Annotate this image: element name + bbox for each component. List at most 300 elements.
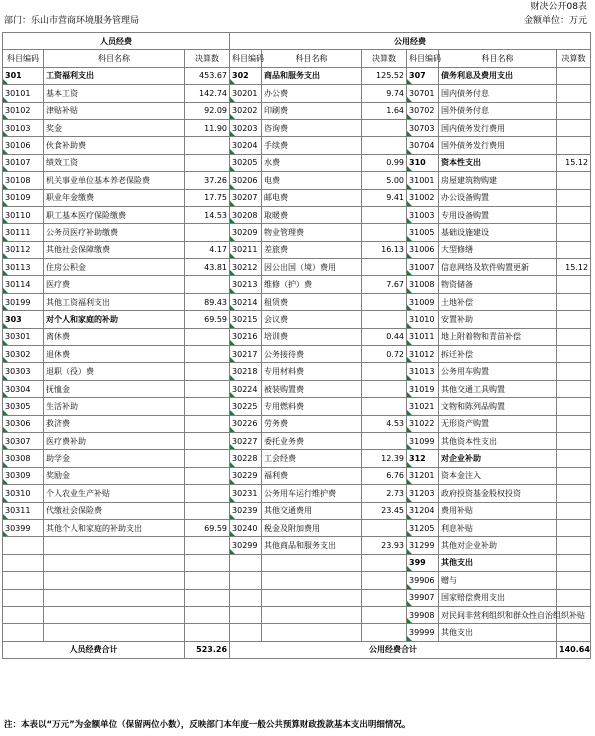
cell-name-3: 其他支出 xyxy=(439,554,557,571)
cell-name-3: 对企业补助 xyxy=(439,450,557,467)
form-id: 财决公开08表 xyxy=(530,2,587,12)
cell-amount-1 xyxy=(185,415,230,432)
cell-amount-1: 92.09 xyxy=(185,102,230,119)
cell-amount-3 xyxy=(557,554,591,571)
cell-name-2: 商品和服务支出 xyxy=(262,67,362,84)
cell-name-1: 医疗费 xyxy=(44,276,185,293)
cell-amount-2 xyxy=(362,137,407,154)
cell-code-2: 30218 xyxy=(230,363,262,380)
cell-amount-2 xyxy=(362,311,407,328)
cell-code-1: 30310 xyxy=(3,485,44,502)
table-row xyxy=(3,293,591,310)
cell-name-2: 专用燃料费 xyxy=(262,398,362,415)
cell-amount-3 xyxy=(557,241,591,258)
cell-amount-2 xyxy=(362,380,407,397)
cell-name-3: 其他对企业补助 xyxy=(439,537,557,554)
cell-name-1: 绩效工资 xyxy=(44,154,185,171)
cell-name-3: 国家赔偿费用支出 xyxy=(439,589,557,606)
cell-amount-2: 9.41 xyxy=(362,189,407,206)
table-row xyxy=(3,67,591,84)
cell-name-2 xyxy=(262,606,362,623)
cell-name-3: 国外债务发行费用 xyxy=(439,137,557,154)
cell-code-3: 31001 xyxy=(407,172,439,189)
col-amount-2: 决算数 xyxy=(362,50,407,67)
cell-name-2: 会议费 xyxy=(262,311,362,328)
cell-code-1: 30305 xyxy=(3,398,44,415)
cell-name-3: 地上附着物和青苗补偿 xyxy=(439,328,557,345)
cell-name-1: 离休费 xyxy=(44,328,185,345)
cell-amount-1 xyxy=(185,502,230,519)
cell-code-1: 30103 xyxy=(3,119,44,136)
cell-name-1: 伙食补助费 xyxy=(44,137,185,154)
cell-code-2: 30239 xyxy=(230,502,262,519)
cell-name-2: 因公出国（境）费用 xyxy=(262,259,362,276)
cell-code-3: 312 xyxy=(407,450,439,467)
cell-name-1: 生活补助 xyxy=(44,398,185,415)
cell-amount-3: 15.12 xyxy=(557,154,591,171)
cell-amount-3 xyxy=(557,67,591,84)
cell-amount-3 xyxy=(557,450,591,467)
cell-amount-1 xyxy=(185,624,230,641)
cell-code-3: 30702 xyxy=(407,102,439,119)
cell-amount-1: 89.43 xyxy=(185,293,230,310)
table-row xyxy=(3,346,591,363)
cell-name-1: 职工基本医疗保险缴费 xyxy=(44,206,185,223)
cell-amount-3 xyxy=(557,206,591,223)
cell-amount-1 xyxy=(185,363,230,380)
cell-code-2: 30207 xyxy=(230,189,262,206)
cell-amount-1: 453.67 xyxy=(185,67,230,84)
cell-code-3: 31013 xyxy=(407,363,439,380)
cell-code-3: 31006 xyxy=(407,241,439,258)
cell-code-1: 30108 xyxy=(3,172,44,189)
cell-code-1 xyxy=(3,572,44,589)
cell-code-1: 30308 xyxy=(3,450,44,467)
cell-name-1: 对个人和家庭的补助 xyxy=(44,311,185,328)
cell-code-2: 30201 xyxy=(230,85,262,102)
cell-code-1: 30307 xyxy=(3,432,44,449)
cell-amount-1 xyxy=(185,276,230,293)
section-public: 公用经费 xyxy=(230,33,591,50)
cell-amount-1: 69.59 xyxy=(185,519,230,536)
cell-amount-1: 37.26 xyxy=(185,172,230,189)
cell-name-2: 专用材料费 xyxy=(262,363,362,380)
cell-amount-2 xyxy=(362,259,407,276)
cell-code-1: 30304 xyxy=(3,380,44,397)
cell-amount-2: 9.74 xyxy=(362,85,407,102)
cell-name-3: 资本性支出 xyxy=(439,154,557,171)
cell-code-2: 302 xyxy=(230,67,262,84)
cell-amount-2 xyxy=(362,589,407,606)
cell-name-3: 赠与 xyxy=(439,572,557,589)
cell-name-3: 其他交通工具购置 xyxy=(439,380,557,397)
cell-code-2: 30226 xyxy=(230,415,262,432)
cell-code-2: 30299 xyxy=(230,537,262,554)
cell-code-3: 31021 xyxy=(407,398,439,415)
cell-code-3: 31002 xyxy=(407,189,439,206)
cell-name-3: 信息网络及软件购置更新 xyxy=(439,259,557,276)
department-label: 部门：乐山市营商环境服务管理局 xyxy=(4,16,140,26)
cell-name-2: 维修（护）费 xyxy=(262,276,362,293)
cell-amount-1 xyxy=(185,554,230,571)
cell-amount-3 xyxy=(557,189,591,206)
table-row xyxy=(3,102,591,119)
cell-amount-2: 12.39 xyxy=(362,450,407,467)
cell-amount-2: 7.67 xyxy=(362,276,407,293)
table-row xyxy=(3,380,591,397)
cell-code-2 xyxy=(230,572,262,589)
cell-name-2: 水费 xyxy=(262,154,362,171)
cell-amount-3 xyxy=(557,519,591,536)
cell-name-1: 助学金 xyxy=(44,450,185,467)
cell-code-2 xyxy=(230,554,262,571)
cell-name-1: 个人农业生产补贴 xyxy=(44,485,185,502)
table-row xyxy=(3,189,591,206)
cell-code-2: 30215 xyxy=(230,311,262,328)
cell-name-2: 委托业务费 xyxy=(262,432,362,449)
cell-name-2: 其他商品和服务支出 xyxy=(262,537,362,554)
cell-amount-3 xyxy=(557,119,591,136)
cell-code-2: 30211 xyxy=(230,241,262,258)
cell-amount-2: 0.99 xyxy=(362,154,407,171)
cell-amount-2: 125.52 xyxy=(362,67,407,84)
cell-code-3: 31005 xyxy=(407,224,439,241)
cell-name-2 xyxy=(262,624,362,641)
cell-amount-2 xyxy=(362,519,407,536)
cell-amount-1: 4.17 xyxy=(185,241,230,258)
cell-name-1: 其他社会保障缴费 xyxy=(44,241,185,258)
cell-name-1: 公务员医疗补助缴费 xyxy=(44,224,185,241)
col-code-1: 科目编码 xyxy=(3,50,44,67)
cell-code-2 xyxy=(230,624,262,641)
table-row xyxy=(3,311,591,328)
table-row xyxy=(3,554,591,571)
cell-code-3: 39908 xyxy=(407,606,439,623)
cell-code-2: 30202 xyxy=(230,102,262,119)
cell-code-3: 31203 xyxy=(407,485,439,502)
cell-amount-3 xyxy=(557,537,591,554)
cell-amount-2: 0.44 xyxy=(362,328,407,345)
cell-code-3: 39907 xyxy=(407,589,439,606)
cell-name-3: 安置补助 xyxy=(439,311,557,328)
cell-code-3: 31022 xyxy=(407,415,439,432)
cell-amount-2 xyxy=(362,606,407,623)
cell-code-2: 30216 xyxy=(230,328,262,345)
cell-name-2: 物业管理费 xyxy=(262,224,362,241)
cell-code-3: 31010 xyxy=(407,311,439,328)
cell-amount-1 xyxy=(185,380,230,397)
cell-code-3: 31009 xyxy=(407,293,439,310)
cell-code-2: 30231 xyxy=(230,485,262,502)
cell-name-1 xyxy=(44,537,185,554)
cell-code-3: 39999 xyxy=(407,624,439,641)
cell-code-1: 30199 xyxy=(3,293,44,310)
cell-name-1: 代缴社会保险费 xyxy=(44,502,185,519)
cell-name-3: 拆迁补偿 xyxy=(439,346,557,363)
cell-amount-1: 69.59 xyxy=(185,311,230,328)
cell-amount-1: 11.90 xyxy=(185,119,230,136)
totals-row xyxy=(3,641,591,658)
table-row xyxy=(3,624,591,641)
cell-amount-3 xyxy=(557,432,591,449)
cell-name-2: 培训费 xyxy=(262,328,362,345)
cell-code-1: 30113 xyxy=(3,259,44,276)
cell-code-1: 30303 xyxy=(3,363,44,380)
cell-name-3: 其他支出 xyxy=(439,624,557,641)
cell-amount-2 xyxy=(362,432,407,449)
cell-name-3: 国内债务发行费用 xyxy=(439,119,557,136)
cell-name-2: 办公费 xyxy=(262,85,362,102)
cell-amount-3 xyxy=(557,346,591,363)
cell-amount-1: 142.74 xyxy=(185,85,230,102)
cell-amount-2 xyxy=(362,119,407,136)
table-row xyxy=(3,467,591,484)
cell-amount-2 xyxy=(362,224,407,241)
cell-amount-3 xyxy=(557,467,591,484)
table-row xyxy=(3,606,591,623)
cell-name-3: 国内债务付息 xyxy=(439,85,557,102)
cell-code-2 xyxy=(230,589,262,606)
cell-code-1 xyxy=(3,554,44,571)
cell-name-1: 其他个人和家庭的补助支出 xyxy=(44,519,185,536)
public-total-label: 公用经费合计 xyxy=(230,641,557,658)
cell-amount-1 xyxy=(185,154,230,171)
cell-amount-3 xyxy=(557,311,591,328)
cell-code-2: 30204 xyxy=(230,137,262,154)
cell-name-2: 公务用车运行维护费 xyxy=(262,485,362,502)
cell-amount-2: 4.53 xyxy=(362,415,407,432)
cell-code-1: 30110 xyxy=(3,206,44,223)
cell-code-1 xyxy=(3,537,44,554)
cell-name-2: 咨询费 xyxy=(262,119,362,136)
col-amount-3: 决算数 xyxy=(557,50,591,67)
cell-name-2: 福利费 xyxy=(262,467,362,484)
cell-amount-3 xyxy=(557,398,591,415)
table-row xyxy=(3,259,591,276)
cell-name-3: 大型修缮 xyxy=(439,241,557,258)
personnel-total-label: 人员经费合计 xyxy=(3,641,185,658)
cell-code-3: 31201 xyxy=(407,467,439,484)
cell-amount-2: 0.72 xyxy=(362,346,407,363)
cell-amount-1 xyxy=(185,450,230,467)
cell-name-1: 其他工资福利支出 xyxy=(44,293,185,310)
cell-code-3: 31007 xyxy=(407,259,439,276)
cell-amount-3 xyxy=(557,502,591,519)
cell-name-1: 抚恤金 xyxy=(44,380,185,397)
cell-name-2 xyxy=(262,572,362,589)
cell-name-2: 其他交通费用 xyxy=(262,502,362,519)
cell-code-3: 31011 xyxy=(407,328,439,345)
table-row xyxy=(3,415,591,432)
cell-amount-3 xyxy=(557,85,591,102)
col-name-2: 科目名称 xyxy=(262,50,362,67)
cell-code-3: 31299 xyxy=(407,537,439,554)
expenditure-table xyxy=(2,32,591,659)
cell-name-3: 利息补贴 xyxy=(439,519,557,536)
cell-amount-2 xyxy=(362,572,407,589)
cell-amount-3 xyxy=(557,589,591,606)
table-row xyxy=(3,119,591,136)
cell-name-2 xyxy=(262,554,362,571)
cell-code-3: 31099 xyxy=(407,432,439,449)
cell-code-2: 30229 xyxy=(230,467,262,484)
cell-amount-2: 23.93 xyxy=(362,537,407,554)
cell-amount-3 xyxy=(557,328,591,345)
cell-name-3: 债务利息及费用支出 xyxy=(439,67,557,84)
cell-code-3: 31019 xyxy=(407,380,439,397)
table-row xyxy=(3,137,591,154)
cell-name-1: 奖励金 xyxy=(44,467,185,484)
cell-code-1: 30399 xyxy=(3,519,44,536)
cell-amount-2 xyxy=(362,206,407,223)
cell-code-2: 30227 xyxy=(230,432,262,449)
table-row xyxy=(3,485,591,502)
public-total-value: 140.64 xyxy=(557,641,591,658)
cell-code-1: 30302 xyxy=(3,346,44,363)
cell-name-1: 救济费 xyxy=(44,415,185,432)
cell-code-1 xyxy=(3,606,44,623)
table-row xyxy=(3,572,591,589)
cell-name-1: 医疗费补助 xyxy=(44,432,185,449)
cell-amount-2 xyxy=(362,398,407,415)
cell-name-1: 职业年金缴费 xyxy=(44,189,185,206)
cell-code-2: 30213 xyxy=(230,276,262,293)
cell-name-2: 手续费 xyxy=(262,137,362,154)
cell-name-3: 基础设施建设 xyxy=(439,224,557,241)
cell-code-2: 30206 xyxy=(230,172,262,189)
cell-code-2: 30228 xyxy=(230,450,262,467)
cell-amount-2 xyxy=(362,624,407,641)
col-name-1: 科目名称 xyxy=(44,50,185,67)
cell-name-3: 土地补偿 xyxy=(439,293,557,310)
cell-name-2: 邮电费 xyxy=(262,189,362,206)
cell-name-2: 取暖费 xyxy=(262,206,362,223)
cell-code-1: 30311 xyxy=(3,502,44,519)
cell-amount-2: 1.64 xyxy=(362,102,407,119)
cell-code-1: 30107 xyxy=(3,154,44,171)
table-row xyxy=(3,154,591,171)
cell-amount-1 xyxy=(185,537,230,554)
cell-name-1: 基本工资 xyxy=(44,85,185,102)
cell-name-3: 文物和陈列品购置 xyxy=(439,398,557,415)
table-row xyxy=(3,519,591,536)
cell-amount-3: 15.12 xyxy=(557,259,591,276)
cell-amount-2 xyxy=(362,293,407,310)
cell-name-3: 资本金注入 xyxy=(439,467,557,484)
cell-code-3: 31003 xyxy=(407,206,439,223)
cell-name-3: 公务用车购置 xyxy=(439,363,557,380)
table-row xyxy=(3,172,591,189)
cell-code-1 xyxy=(3,589,44,606)
cell-amount-2: 2.73 xyxy=(362,485,407,502)
cell-amount-3 xyxy=(557,624,591,641)
cell-code-3: 31008 xyxy=(407,276,439,293)
section-header-row xyxy=(3,33,591,50)
cell-name-3: 政府投资基金股权投资 xyxy=(439,485,557,502)
footnote: 注：本表以“万元”为金额单位（保留两位小数），反映部门本年度一般公共预算财政拨款基本支出明细情况。 xyxy=(4,720,411,730)
cell-code-1 xyxy=(3,624,44,641)
cell-amount-3 xyxy=(557,363,591,380)
cell-code-2: 30203 xyxy=(230,119,262,136)
cell-amount-1 xyxy=(185,137,230,154)
cell-name-1 xyxy=(44,606,185,623)
table-row xyxy=(3,450,591,467)
column-header-row xyxy=(3,50,591,67)
cell-code-1: 30309 xyxy=(3,467,44,484)
cell-name-2: 税金及附加费用 xyxy=(262,519,362,536)
cell-code-1: 30112 xyxy=(3,241,44,258)
col-code-2: 科目编码 xyxy=(230,50,262,67)
cell-amount-1: 43.81 xyxy=(185,259,230,276)
cell-code-3: 310 xyxy=(407,154,439,171)
table-row xyxy=(3,206,591,223)
cell-code-3: 30701 xyxy=(407,85,439,102)
cell-code-2: 30240 xyxy=(230,519,262,536)
top-line-1 xyxy=(0,1,595,13)
table-row xyxy=(3,502,591,519)
cell-name-2: 劳务费 xyxy=(262,415,362,432)
cell-code-2: 30212 xyxy=(230,259,262,276)
cell-name-2 xyxy=(262,589,362,606)
cell-code-1: 30114 xyxy=(3,276,44,293)
cell-amount-1: 17.75 xyxy=(185,189,230,206)
table-row xyxy=(3,328,591,345)
cell-amount-1 xyxy=(185,589,230,606)
table-row xyxy=(3,276,591,293)
col-name-3: 科目名称 xyxy=(439,50,557,67)
top-line-2 xyxy=(0,15,595,27)
table-row xyxy=(3,363,591,380)
cell-name-2: 工会经费 xyxy=(262,450,362,467)
cell-amount-3 xyxy=(557,572,591,589)
cell-name-1: 住房公积金 xyxy=(44,259,185,276)
cell-name-3: 费用补贴 xyxy=(439,502,557,519)
col-code-3: 科目编码 xyxy=(407,50,439,67)
cell-name-3: 专用设备购置 xyxy=(439,206,557,223)
cell-code-2: 30214 xyxy=(230,293,262,310)
cell-amount-3 xyxy=(557,137,591,154)
cell-name-3: 物资储备 xyxy=(439,276,557,293)
cell-amount-2: 16.13 xyxy=(362,241,407,258)
cell-name-1 xyxy=(44,589,185,606)
cell-amount-1 xyxy=(185,467,230,484)
cell-name-3: 房屋建筑物购建 xyxy=(439,172,557,189)
cell-amount-2 xyxy=(362,363,407,380)
cell-code-2 xyxy=(230,606,262,623)
cell-amount-2: 6.76 xyxy=(362,467,407,484)
cell-name-2: 租赁费 xyxy=(262,293,362,310)
cell-name-1 xyxy=(44,554,185,571)
table-row xyxy=(3,241,591,258)
cell-code-1: 303 xyxy=(3,311,44,328)
cell-amount-3 xyxy=(557,485,591,502)
cell-name-3: 对民间非营利组织和群众性自治组织补贴 xyxy=(439,606,557,623)
cell-amount-1 xyxy=(185,398,230,415)
cell-code-2: 30208 xyxy=(230,206,262,223)
cell-amount-3 xyxy=(557,224,591,241)
cell-name-2: 电费 xyxy=(262,172,362,189)
cell-name-1: 工资福利支出 xyxy=(44,67,185,84)
cell-code-3: 31205 xyxy=(407,519,439,536)
cell-code-2: 30224 xyxy=(230,380,262,397)
cell-amount-3 xyxy=(557,172,591,189)
table-row xyxy=(3,85,591,102)
cell-code-3: 30703 xyxy=(407,119,439,136)
cell-code-1: 301 xyxy=(3,67,44,84)
cell-amount-3 xyxy=(557,415,591,432)
cell-amount-3 xyxy=(557,293,591,310)
cell-amount-1 xyxy=(185,432,230,449)
